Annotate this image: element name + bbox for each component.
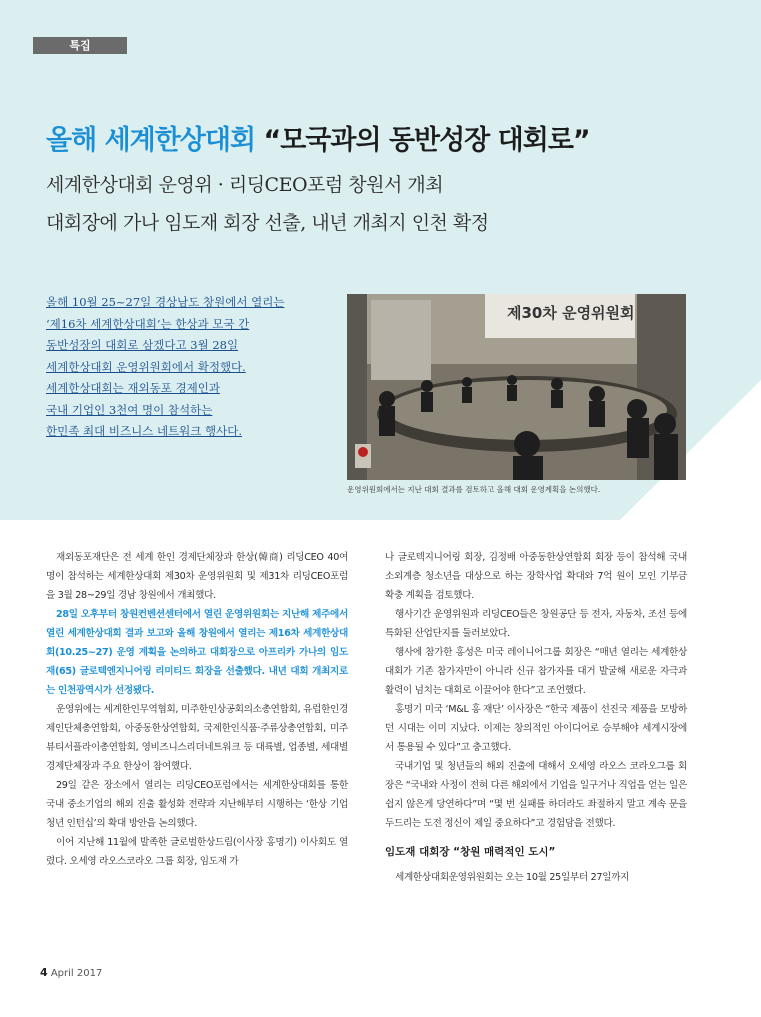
- meeting-photo-illustration: [347, 294, 686, 480]
- meeting-photo: [347, 294, 686, 480]
- body-paragraph: 행사에 참가한 홍성은 미국 레이니어그룹 회장은 “매년 열리는 세계한상대회가 기존 참가자만이 아니라 신규 참가자를 대거 발굴해 새로운 자극과 활력이 넘치는 대회로 이끌어야 한다”고 조언했다.: [385, 647, 687, 696]
- section-tag: 특집: [33, 37, 127, 54]
- page-number: 4: [40, 966, 48, 979]
- body-paragraph: 홍명기 미국 ‘M&L 홍 재단’ 이사장은 “한국 제품이 선진국 제품을 모방하던 시대는 이미 지났다. 이제는 창의적인 아이디어로 승부해야 세계시장에서 통용될 수 있다”고 충고했다.: [385, 704, 687, 753]
- lead-line: 올해 10월 25~27일 경상남도 창원에서 열리는: [46, 295, 285, 309]
- title-quote: “모국과의 동반성장 대회로”: [263, 125, 590, 156]
- body-paragraph: 운영위에는 세계한인무역협회, 미주한인상공회의소총연합회, 유럽한인경제인단체총연합회, 아중동한상연합회, 국제한인식품·주류상총연합회, 미주뷰티서플라이총연합회, 영비즈니스리더네트워크 등 대륙별, 업종별, 세대별 경제단체장과 주요 한상이 참여했다.: [46, 704, 348, 772]
- body-paragraph: 세계한상대회운영위원회는 오는 10월 25일부터 27일까지: [395, 872, 630, 883]
- lead-line: 한민족 최대 비즈니스 네트워크 행사다.: [46, 424, 243, 438]
- lead-line: ‘제16차 세계한상대회’는 한상과 모국 간: [46, 316, 250, 331]
- body-column-left: [46, 548, 348, 871]
- article-title: [46, 118, 590, 157]
- photo-banner-text: 제30차 운영위원회: [507, 304, 635, 322]
- photo-caption: 운영위원회에서는 지난 대회 결과를 검토하고 올해 대회 운영계획을 논의했다.: [347, 485, 601, 494]
- subtitle-1: 세계한상대회 운영위 · 리딩CEO포럼 창원서 개최: [46, 174, 444, 196]
- page-footer: [40, 966, 102, 979]
- body-paragraph: 재외동포재단은 전 세계 한인 경제단체장과 한상(韓商) 리딩CEO 40여 명이 참석하는 세계한상대회 제30차 운영위원회 및 제31차 리딩CEO포럼을 3월 28~29일 경남 창원에서 개최했다.: [46, 552, 348, 601]
- lead-line: 국내 기업인 3천여 명이 참석하는: [46, 402, 213, 417]
- body-paragraph: 나 글로텍지니어링 회장, 김정배 아중동한상연합회 회장 등이 참석해 국내 소외계층 청소년을 대상으로 하는 장학사업 확대와 7억 원이 모인 기부금 확충 계획을 검토했다.: [385, 552, 687, 601]
- body-paragraph-highlight: 28일 오후부터 창원컨벤션센터에서 열린 운영위원회는 지난해 제주에서 열린 세계한상대회 결과 보고와 올해 창원에서 열리는 제16차 세계한상대회(10.25~27) 운영 계획을 논의하고 대회장으로 아프리카 가나의 임도재(65) 글로텍엔지니어링 리미티드 회장을 선출했다. 내년 대회 개최지로는 인천광역시가 선정됐다.: [46, 609, 348, 696]
- subtitle-2: 대회장에 가나 임도재 회장 선출, 내년 개최지 인천 확정: [46, 212, 489, 234]
- issue-date: April 2017: [50, 968, 103, 979]
- body-paragraph: 29일 같은 장소에서 열리는 리딩CEO포럼에서는 세계한상대회를 통한 국내 중소기업의 해외 진출 활성화 전략과 지난해부터 시행하는 ‘한상 기업 청년 인턴십’의 확대 방안을 논의했다.: [46, 780, 348, 829]
- body-paragraph: 국내기업 및 청년들의 해외 진출에 대해서 오세영 라오스 코라오그룹 회장은 “국내와 사정이 전혀 다른 해외에서 기업을 일구거나 직업을 얻는 일은 쉽지 않은게 당연하다”며 “몇 번 실패를 하더라도 좌절하지 말고 계속 문을 두드리는 도전 정신이 제일 중요하다”고 경험담을 전했다.: [385, 761, 687, 829]
- section-heading: 임도재 대회장 “창원 매력적인 도시”: [385, 846, 556, 858]
- lead-paragraph: [46, 292, 316, 443]
- lead-line: 동반성장의 대회로 삼겠다고 3월 28일: [46, 338, 239, 352]
- body-paragraph: 행사기간 운영위원과 리딩CEO들은 창원공단 등 전자, 자동차, 조선 등에 특화된 산업단지를 둘러보았다.: [385, 609, 687, 639]
- body-column-right: [385, 548, 687, 887]
- lead-line: 세계한상대회 운영위원회에서 확정했다.: [46, 359, 246, 374]
- body-paragraph: 이어 지난해 11월에 발족한 글로벌한상드림(이사장 홍명기) 이사회도 열렸다. 오세영 라오스코라오 그룹 회장, 임도재 가: [46, 837, 348, 867]
- title-highlight: 올해 세계한상대회: [46, 125, 256, 156]
- lead-line: 세계한상대회는 재외동포 경제인과: [46, 381, 220, 395]
